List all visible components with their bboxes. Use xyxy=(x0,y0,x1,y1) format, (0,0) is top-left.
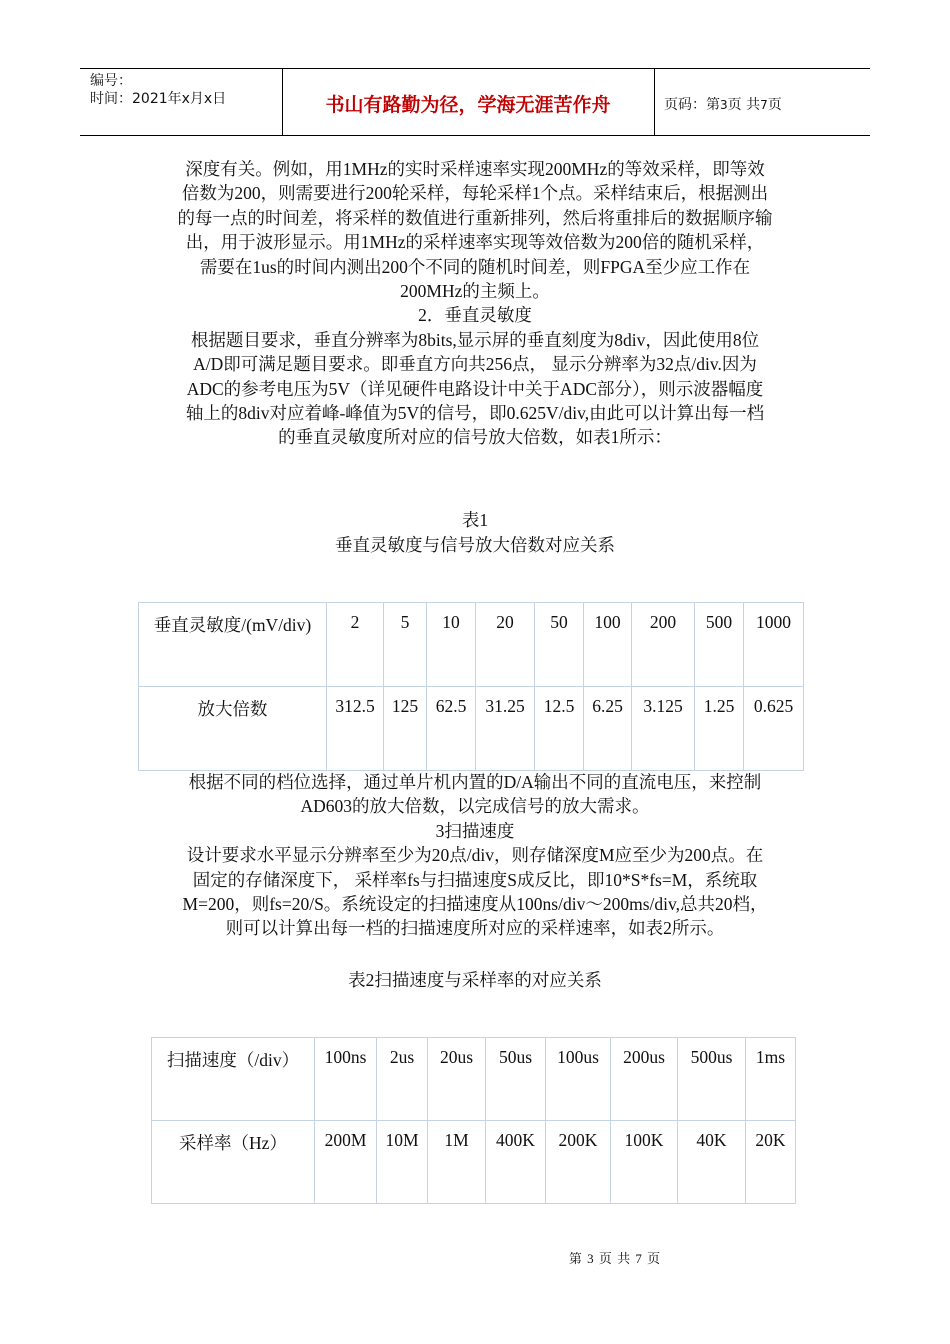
table-cell: 100us xyxy=(546,1038,611,1121)
header-meta xyxy=(90,72,226,108)
table-row xyxy=(152,1121,796,1204)
text-line: 设计要求水平显示分辨率至少为20点/div，则存储深度M应至少为200点。在 xyxy=(186,845,764,866)
table-cell: 2 xyxy=(327,603,384,687)
text-line: 的垂直灵敏度所对应的信号放大倍数，如表1所示： xyxy=(278,427,672,448)
doc-time-label: 时间：2021年x月x日 xyxy=(90,91,227,107)
sample-rate-table xyxy=(151,1037,796,1204)
table-cell: 312.5 xyxy=(327,687,384,771)
header-divider xyxy=(654,68,655,135)
table-row xyxy=(139,687,804,771)
text-line: 的每一点的时间差，将采样的数值进行重新排列，然后将重排后的数据顺序输 xyxy=(177,207,773,228)
text-line: 200MHz的主频上。 xyxy=(400,281,550,302)
table-cell: 200 xyxy=(632,603,695,687)
table1-caption-number: 表1 xyxy=(461,510,489,530)
text-line: ADC的参考电压为5V（详见硬件电路设计中关于ADC部分），则示波器幅度 xyxy=(186,378,764,399)
header-bottom-rule xyxy=(80,135,870,136)
page-total: 7 xyxy=(760,98,768,112)
text-line: M=200，则fs=20/S。系统设定的扫描速度从100ns/div～200ms/div,总共20档， xyxy=(182,894,768,915)
table-cell: 1M xyxy=(428,1121,486,1204)
table-cell: 6.25 xyxy=(584,687,632,771)
table-cell: 62.5 xyxy=(427,687,476,771)
table-cell: 放大倍数 xyxy=(139,687,327,771)
table-cell: 500us xyxy=(678,1038,746,1121)
footer-page-total: 7 xyxy=(635,1251,643,1266)
page-number: 3 xyxy=(720,98,728,112)
table-cell: 2us xyxy=(377,1038,428,1121)
footer-mid: 页 共 xyxy=(598,1251,632,1266)
table-cell: 125 xyxy=(384,687,427,771)
footer-page-number: 3 xyxy=(587,1251,595,1266)
header-page-info xyxy=(664,94,782,114)
text-line: 深度有关。例如，用1MHz的实时采样速率实现200MHz的等效采样，即等效 xyxy=(185,159,765,179)
table-cell: 0.625 xyxy=(744,687,804,771)
page-prefix: 页码：第 xyxy=(664,97,720,113)
sensitivity-table xyxy=(138,602,804,771)
table-cell: 40K xyxy=(678,1121,746,1204)
table-cell: 1.25 xyxy=(695,687,744,771)
page-suffix: 页 xyxy=(767,97,782,113)
table1-caption-title: 垂直灵敏度与信号放大倍数对应关系 xyxy=(335,535,615,555)
doc-number-label: 编号： xyxy=(90,73,132,89)
text-line: 出，用于波形显示。用1MHz的采样速率实现等效倍数为200倍的随机采样， xyxy=(185,232,765,253)
text-line: A/D即可满足题目要求。即垂直方向共256点， 显示分辨率为32点/div.因为 xyxy=(193,354,757,375)
table-cell: 扫描速度（/div） xyxy=(152,1038,315,1121)
table-cell: 采样率（Hz） xyxy=(152,1121,315,1204)
table-cell: 20K xyxy=(746,1121,796,1204)
table-cell: 200K xyxy=(546,1121,611,1204)
text-line: 根据题目要求，垂直分辨率为8bits,显示屏的垂直刻度为8div，因此使用8位 xyxy=(190,329,760,350)
text-line: 需要在1us的时间内测出200个不同的随机时间差，则FPGA至少应工作在 xyxy=(199,256,751,277)
table-cell: 10 xyxy=(427,603,476,687)
table-cell: 50us xyxy=(486,1038,546,1121)
paragraph-equivalent-sampling xyxy=(120,157,830,450)
text-line: 则可以计算出每一档的扫描速度所对应的采样速率，如表2所示。 xyxy=(225,918,725,939)
text-line: 轴上的8div对应着峰-峰值为5V的信号，即0.625V/div,由此可以计算出每一档 xyxy=(185,403,765,424)
table-cell: 20us xyxy=(428,1038,486,1121)
table-cell: 1000 xyxy=(744,603,804,687)
table-cell: 500 xyxy=(695,603,744,687)
text-line: 固定的存储深度下， 采样率fs与扫描速度S成反比，即10*S*fs=M，系统取 xyxy=(192,869,758,890)
text-line: 倍数为200，则需要进行200轮采样，每轮采样1个点。采样结束后，根据测出 xyxy=(181,183,769,204)
table-cell: 100K xyxy=(611,1121,678,1204)
table-cell: 31.25 xyxy=(476,687,535,771)
header-motto: 书山有路勤为径，学海无涯苦作舟 xyxy=(325,94,611,116)
table-cell: 10M xyxy=(377,1121,428,1204)
section-title: 3扫描速度 xyxy=(435,820,515,841)
footer-suffix: 页 xyxy=(647,1251,662,1266)
table2-caption: 表2扫描速度与采样率的对应关系 xyxy=(348,970,602,990)
table-cell: 50 xyxy=(535,603,584,687)
paragraph-sweep-speed xyxy=(120,770,830,941)
table-row xyxy=(139,603,804,687)
table-cell: 5 xyxy=(384,603,427,687)
table-cell: 200M xyxy=(315,1121,377,1204)
table-cell: 3.125 xyxy=(632,687,695,771)
table-row xyxy=(152,1038,796,1121)
page-mid: 页 共 xyxy=(727,97,761,113)
page-footer xyxy=(0,1248,950,1267)
text-line: AD603的放大倍数，以完成信号的放大需求。 xyxy=(300,796,650,817)
table-cell: 1ms xyxy=(746,1038,796,1121)
table-cell: 400K xyxy=(486,1121,546,1204)
table-cell: 12.5 xyxy=(535,687,584,771)
table-cell: 垂直灵敏度/(mV/div) xyxy=(139,603,327,687)
table-cell: 100ns xyxy=(315,1038,377,1121)
section-title: 2．垂直灵敏度 xyxy=(418,305,532,326)
footer-prefix: 第 xyxy=(568,1251,583,1266)
header-top-rule xyxy=(80,68,870,69)
text-line: 根据不同的档位选择，通过单片机内置的D/A输出不同的直流电压，来控制 xyxy=(188,772,762,792)
table-cell: 100 xyxy=(584,603,632,687)
table-cell: 20 xyxy=(476,603,535,687)
table-cell: 200us xyxy=(611,1038,678,1121)
